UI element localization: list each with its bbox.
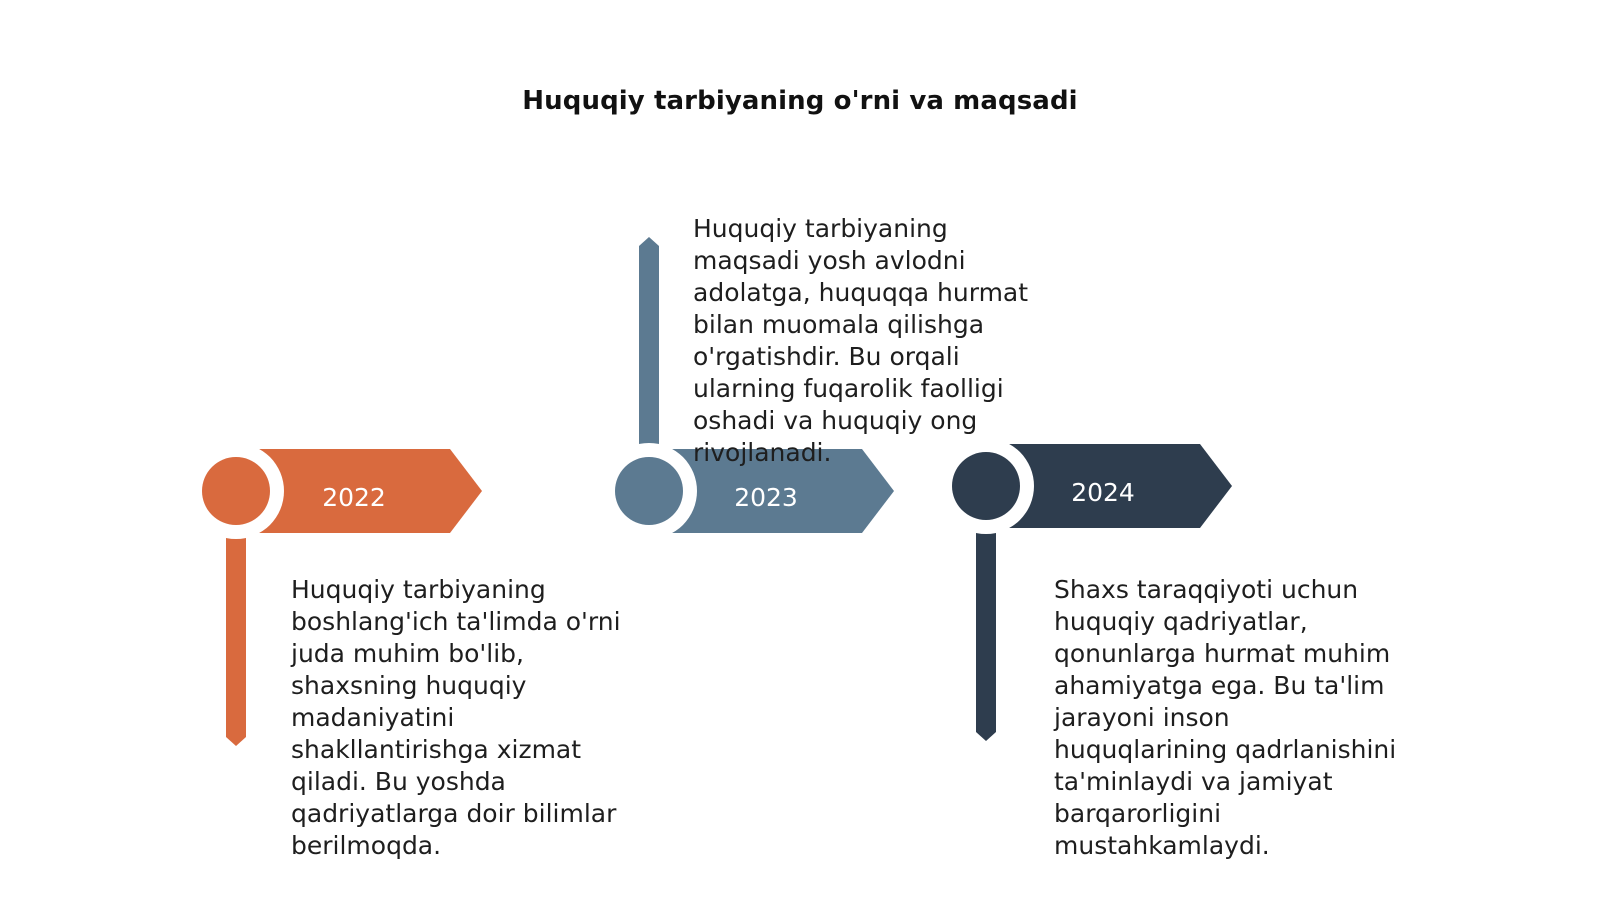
event-description-2022: Huquqiy tarbiyaning boshlang'ich ta'limda o'rni juda muhim bo'lib, shaxsning huquqiy madaniyatini shakllantirishga xizmat qiladi. Bu yoshda qadriyatlarga doir bilimlar berilmoqda. <box>291 575 621 860</box>
stem-2022 <box>226 530 246 737</box>
page-title: Huquqiy tarbiyaning o'rni va maqsadi <box>522 86 1078 116</box>
event-description-2023: Huquqiy tarbiyaning maqsadi yosh avlodni adolatga, huquqqa hurmat bilan muomala qilishga o'rgatishdir. Bu orqali ularning fuqarolik faolligi oshadi va huquqiy ong rivojlanadi. <box>693 214 1029 467</box>
stem-tip-2024 <box>976 732 996 741</box>
stem-tip-2022 <box>226 737 246 746</box>
stem-2024 <box>976 525 996 732</box>
node-dot-2023 <box>615 457 683 525</box>
event-description-2024: Shaxs taraqqiyoti uchun huquqiy qadriyatlar, qonunlarga hurmat muhim ahamiyatga ega. Bu ta'lim jarayoni inson huquqlarining qadrlanishini ta'minlaydi va jamiyat barqarorligini mustahkamlaydi. <box>1054 575 1397 860</box>
year-label-2023: 2023 <box>734 483 798 512</box>
stem-tip-2023 <box>639 237 659 246</box>
stem-2023 <box>639 246 659 452</box>
node-dot-2022 <box>202 457 270 525</box>
year-label-2022: 2022 <box>322 483 386 512</box>
year-label-2024: 2024 <box>1071 478 1135 507</box>
